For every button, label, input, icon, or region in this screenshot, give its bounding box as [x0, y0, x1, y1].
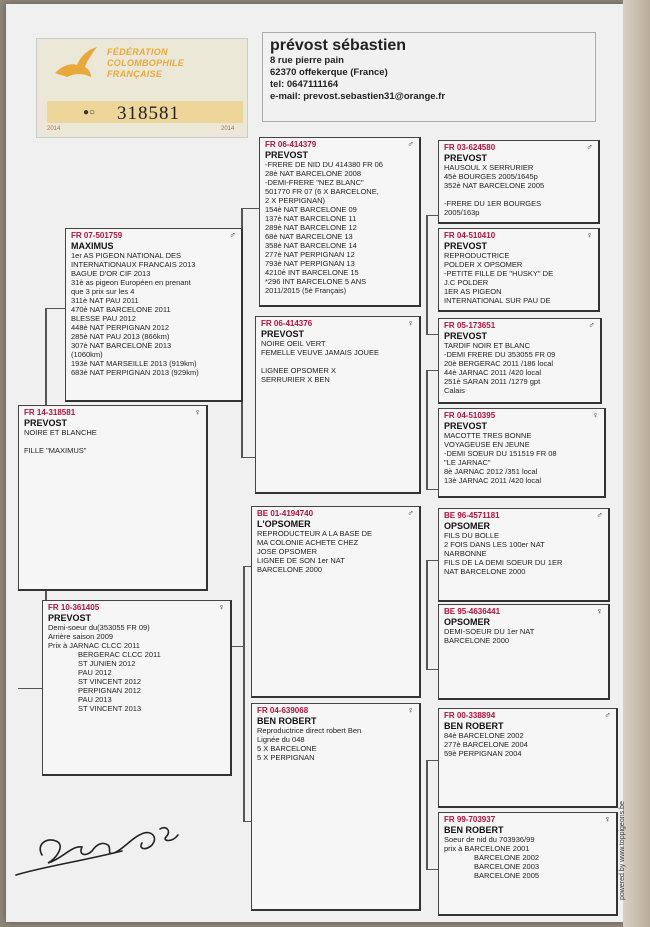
pigeon-name: PREVOST [24, 418, 68, 428]
connector [426, 370, 438, 371]
info-line: Prix à JARNAC CLCC 2011 [48, 641, 140, 650]
ring-id: FR 06-414379 [265, 140, 317, 149]
federation-name: FÉDÉRATION COLOMBOPHILE FRANÇAISE [107, 47, 185, 79]
info-line: 501770 FR 07 (6 X BARCELONE, [265, 187, 379, 196]
connector [243, 821, 251, 822]
male-icon: ♂ [407, 508, 414, 518]
info-line: J.C POLDER [444, 278, 489, 287]
info-line: *296 INT BARCELONE 5 ANS [265, 277, 367, 286]
pigeon-name: BEN ROBERT [257, 716, 317, 726]
info-line: Soeur de nid du 703936/99 [444, 835, 535, 844]
info-line: que 3 prix sur les 4 [71, 287, 135, 296]
ds-dam-card [438, 604, 610, 700]
male-icon: ♂ [586, 142, 593, 152]
female-icon: ♀ [194, 407, 201, 417]
info-line: 277è NAT PERPIGNAN 12 [265, 250, 355, 259]
info-line: NAT BARCELONE 2000 [444, 567, 526, 576]
info-line: 277è BARCELONE 2004 [444, 740, 528, 749]
info-line: ST VINCENT 2013 [78, 704, 142, 713]
male-icon: ♂ [596, 510, 603, 520]
info-line: Calais [444, 386, 465, 395]
female-icon: ♀ [218, 602, 225, 612]
info-line: BARCELONE 2002 [474, 853, 540, 862]
pigeon-name: PREVOST [265, 150, 309, 160]
info-line: DEMI-SOEUR DU 1er NAT [444, 627, 535, 636]
sire-sire-card [259, 137, 421, 307]
info-line [24, 437, 201, 446]
info-line: 154è NAT BARCELONE 09 [265, 205, 357, 214]
owner-card [262, 32, 596, 122]
info-line: -FRERE DU 1ER BOURGES [444, 199, 542, 208]
info-line: 31è as pigeon Européen en prenant [71, 278, 191, 287]
connector [426, 215, 438, 216]
info-line: 8è JARNAC 2012 /351 local [444, 467, 538, 476]
info-line: 1ER AS PIGEON [444, 287, 502, 296]
connector [426, 560, 428, 670]
info-line: -FRERE DE NID DU 414380 FR 06 [265, 160, 383, 169]
info-line: 5 X BARCELONE [257, 744, 317, 753]
info-line: 68è NAT BARCELONE 13 [265, 232, 353, 241]
owner-street: 8 rue pierre pain [270, 55, 344, 66]
ring-id: FR 07-501759 [71, 231, 123, 240]
info-line: JOSE OPSOMER [257, 547, 318, 556]
connector [426, 760, 438, 761]
info-line: 2011/2015 (5è Français) [265, 286, 347, 295]
info-line: 289è NAT BARCELONE 12 [265, 223, 357, 232]
info-line: FILLE "MAXIMUS" [24, 446, 87, 455]
info-line: 59è PERPIGNAN 2004 [444, 749, 522, 758]
male-icon: ♂ [588, 320, 595, 330]
ring-number: 318581 [117, 103, 180, 124]
info-line: 44è JARNAC 2011 /420 local [444, 368, 542, 377]
info-line: BARCELONE 2005 [474, 871, 540, 880]
female-icon: ♀ [596, 606, 603, 616]
info-line: TARDIF NOIR ET BLANC [444, 341, 530, 350]
owner-email: e-mail: prevost.sebastien31@orange.fr [270, 91, 446, 102]
ring-id: FR 03-624580 [444, 143, 496, 152]
info-line: 448è NAT PERPIGNAN 2012 [71, 323, 170, 332]
pigeon-logo-icon [51, 45, 101, 85]
signature [12, 815, 192, 885]
connector [426, 334, 438, 335]
female-icon: ♀ [407, 705, 414, 715]
owner-name: prévost sébastien [270, 37, 407, 54]
owner-city: 62370 offekerque (France) [270, 67, 388, 78]
info-line: SERRURIER X BEN [261, 375, 330, 384]
info-line: REPRODUCTRICE [444, 251, 510, 260]
female-icon: ♀ [592, 410, 599, 420]
pigeon-name: BEN ROBERT [444, 721, 504, 731]
pigeon-name: PREVOST [261, 329, 305, 339]
dd-dam-card [438, 812, 618, 916]
pigeon-name: PREVOST [444, 421, 488, 431]
federation-logo-card [36, 38, 248, 138]
pigeon-name: MAXIMUS [71, 241, 114, 251]
ring-id: FR 05-173651 [444, 321, 496, 330]
info-line: Demi-soeur du(353055 FR 09) [48, 623, 150, 632]
connector [426, 489, 438, 490]
info-line: PAU 2012 [78, 668, 112, 677]
info-line: NOIRE OEIL VERT [261, 339, 326, 348]
info-line: 1er AS PIGEON NATIONAL DES [71, 251, 182, 260]
info-line: "LE JARNAC" [444, 458, 491, 467]
info-line: MACOTTE TRES BONNE [444, 431, 532, 440]
female-icon: ♀ [586, 230, 593, 240]
info-line: BARCELONE 2000 [257, 565, 323, 574]
info-line: MA COLONIE ACHETE CHEZ [257, 538, 359, 547]
dam-dam-card [251, 703, 421, 911]
connector [426, 370, 428, 490]
ring-year-right: 2014 [221, 126, 235, 132]
info-line: REPRODUCTEUR A LA BASE DE [257, 529, 373, 538]
info-line: 2 X PERPIGNAN) [265, 196, 326, 205]
info-line: prix à BARCELONE 2001 [444, 844, 530, 853]
ring-id: FR 10-361405 [48, 603, 100, 612]
ss-dam-card [438, 228, 600, 312]
info-line: BAGUE D'OR CIF 2013 [71, 269, 151, 278]
connector [243, 566, 245, 822]
info-line: FILS DU BOLLE [444, 531, 500, 540]
info-line: 4210è INT BARCELONE 15 [265, 268, 359, 277]
info-line: 2 FOIS DANS LES 100er NAT [444, 540, 545, 549]
info-line: 84è BARCELONE 2002 [444, 731, 524, 740]
ring-id: BE 01-4194740 [257, 509, 314, 518]
sire-dam-card [255, 316, 421, 494]
info-line: PERPIGNAN 2012 [78, 686, 141, 695]
ds-sire-card [438, 508, 610, 602]
owner-phone: tel: 0647111164 [270, 79, 339, 90]
pigeon-name: L'OPSOMER [257, 519, 311, 529]
info-line: INTERNATIONAUX FRANCAIS 2013 [71, 260, 196, 269]
info-line: -DEMI-FRERE "NEZ BLANC" [265, 178, 364, 187]
connector [45, 308, 65, 309]
info-line: LIGNEE OPSOMER X [261, 366, 337, 375]
pigeon-name: PREVOST [444, 153, 488, 163]
ring-icon: ●○ [83, 107, 96, 118]
info-line: -PETITE FILLE DE "HUSKY" DE [444, 269, 554, 278]
info-line: 28è NAT BARCELONE 2008 [265, 169, 362, 178]
info-line: LIGNEE DE SON 1er NAT [257, 556, 345, 565]
info-line: 352è NAT BARCELONE 2005 [444, 181, 545, 190]
pigeon-name: PREVOST [444, 241, 488, 251]
info-line [261, 357, 414, 366]
info-line: 311è NAT PAU 2011 [71, 296, 139, 305]
footer-text: powered by www.toppigeons.be [619, 801, 626, 900]
info-line: Lignée du 048 [257, 735, 305, 744]
pigeon-name: OPSOMER [444, 521, 491, 531]
info-line: FILS DE LA DEMI SOEUR DU 1ER [444, 558, 563, 567]
male-icon: ♂ [229, 230, 236, 240]
info-line: 137è NAT BARCELONE 11 [265, 214, 357, 223]
ring-id: BE 95-4636441 [444, 607, 501, 616]
info-line: PAU 2013 [78, 695, 112, 704]
info-line: BARCELONE 2000 [444, 636, 510, 645]
info-line: 307è NAT BARCELONE 2013 [71, 341, 172, 350]
info-line: 470è NAT BARCELONE 2011 [71, 305, 171, 314]
info-line: 13è JARNAC 2011 /420 local [444, 476, 542, 485]
sire-card [65, 228, 243, 402]
info-line: FEMELLE VEUVE JAMAIS JOUEE [261, 348, 379, 357]
info-line: 285è NAT PAU 2013 (866km) [71, 332, 170, 341]
info-line: NARBONNE [444, 549, 487, 558]
pigeon-card [18, 405, 208, 591]
info-line: ST VINCENT 2012 [78, 677, 142, 686]
ring-id: FR 06-414376 [261, 319, 313, 328]
info-line: POLDER X OPSOMER [444, 260, 523, 269]
female-icon: ♀ [604, 814, 611, 824]
sd-dam-card [438, 408, 606, 498]
info-line: -DEMI FRERE DU 353055 FR 09 [444, 350, 556, 359]
info-line: Arrière saison 2009 [48, 632, 114, 641]
info-line: VOYAGEUSE EN JEUNE [444, 440, 530, 449]
info-line: 20è BERGERAC 2011 /186 local [444, 359, 554, 368]
ring-id: FR 00-338894 [444, 711, 496, 720]
info-line: INTERNATIONAL SUR PAU DE [444, 296, 551, 305]
connector [426, 560, 438, 561]
male-icon: ♂ [604, 710, 611, 720]
pigeon-name: OPSOMER [444, 617, 491, 627]
info-line: ST JUNIEN 2012 [78, 659, 136, 668]
info-line [444, 190, 593, 199]
info-line: Reproductrice direct robert Ben [257, 726, 362, 735]
connector [426, 760, 428, 870]
male-icon: ♂ [407, 139, 414, 149]
info-line: BARCELONE 2003 [474, 862, 540, 871]
info-line: (1060km) [71, 350, 103, 359]
female-icon: ♀ [407, 318, 414, 328]
ss-sire-card [438, 140, 600, 224]
connector [243, 566, 251, 567]
info-line: 251è SARAN 2011 /1279 gpt [444, 377, 541, 386]
ring-id: FR 14-318581 [24, 408, 76, 417]
ring-year-left: 2014 [47, 126, 61, 132]
info-line: BERGERAC CLCC 2011 [78, 650, 161, 659]
connector [426, 869, 438, 870]
pigeon-name: BEN ROBERT [444, 825, 504, 835]
pigeon-name: PREVOST [48, 613, 92, 623]
ring-id: BE 96-4571181 [444, 511, 500, 520]
footer-credit [619, 760, 633, 900]
sd-sire-card [438, 318, 602, 404]
dd-sire-card [438, 708, 618, 808]
info-line: 793è NAT PERPIGNAN 13 [265, 259, 355, 268]
info-line: 2005/163p [444, 208, 480, 217]
info-line: 683è NAT PERPIGNAN 2013 (929km) [71, 368, 199, 377]
info-line: 5 X PERPIGNAN [257, 753, 315, 762]
pigeon-name: PREVOST [444, 331, 488, 341]
ring-id: FR 04-510395 [444, 411, 496, 420]
ring-id: FR 99-703937 [444, 815, 496, 824]
info-line: 45è BOURGES 2005/1645p [444, 172, 538, 181]
info-line: 358è NAT BARCELONE 14 [265, 241, 357, 250]
info-line: 193è NAT MARSEILLE 2013 (919km) [71, 359, 197, 368]
dam-sire-card [251, 506, 421, 698]
connector [241, 208, 259, 209]
info-line: BLESSE PAU 2012 [71, 314, 136, 323]
connector [426, 669, 438, 670]
ring-id: FR 04-510410 [444, 231, 496, 240]
connector [426, 215, 428, 335]
info-line: -DEMI SOEUR DU 151519 FR 08 [444, 449, 557, 458]
info-line: NOIRE ET BLANCHE [24, 428, 97, 437]
info-line: HAUSOUL X SERRURIER [444, 163, 534, 172]
ring-id: FR 04-639068 [257, 706, 309, 715]
dam-card [42, 600, 232, 776]
